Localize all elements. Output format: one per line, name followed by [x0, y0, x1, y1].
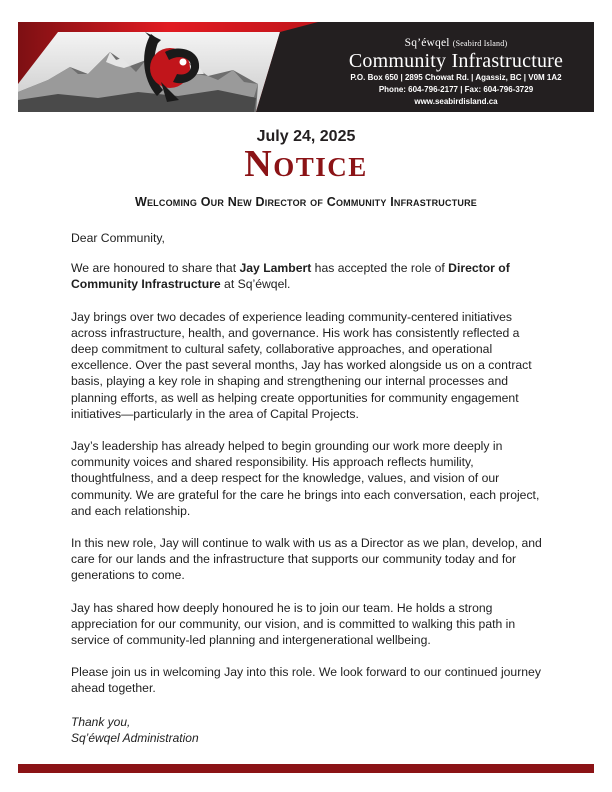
notice-heading: Notice — [244, 143, 368, 185]
paragraph-leadership: Jay’s leadership has already helped to begin grounding our work more deeply in community voices and shared responsibility. His approach reflects humility, thoughtfulness, and a deep respect for the knowledge, values, and vision of our community. We are grateful for the care he brings into each conversation, each project, and each relationship. — [71, 439, 540, 518]
website: www.seabirdisland.ca — [414, 97, 498, 106]
department-name: Community Infrastructure — [348, 50, 564, 72]
closing: Thank you, — [71, 715, 131, 729]
footer-bar — [18, 764, 594, 773]
nation-note: (Seabird Island) — [452, 39, 508, 48]
nation-name: Sq’éwqel (Seabird Island) — [404, 37, 508, 49]
letter-body — [71, 230, 549, 713]
notice-date: July 24, 2025 — [256, 128, 356, 145]
letterhead-banner — [18, 22, 594, 112]
paragraph-welcome: Please join us in welcoming Jay into this role. We look forward to our continued journey ahead together. — [71, 665, 541, 696]
director-role: Director of Community Infrastructure — [71, 261, 510, 292]
paragraph-experience: Jay brings over two decades of experience leading community-centered initiatives across infrastructure, health, and governance. His work has consistently reflected a deep commitment to cultural safety, collaborative approaches, and operational excellence. Over the past several months, Jay has worked alongside us on a contract basis, playing a key role in shaping and strengthening our internal processes and planning efforts, as well as helping create opportunities for community engagement initiatives—particularly in the area of Capital Projects. — [71, 309, 532, 421]
paragraph-announcement: We are honoured to share that Jay Lambert has accepted the role of Director of Community Infrastructure at Sq’éwqel. — [71, 261, 510, 292]
paragraph-commitment: Jay has shared how deeply honoured he is to join our team. He holds a strong appreciation for our community, our vision, and is committed to walking this path in service of community-led planning and intergenerational wellbeing. — [71, 600, 516, 648]
letterhead-text — [318, 22, 594, 112]
mailing-address: P.O. Box 650 | 2895 Chowat Rd. | Agassiz, BC | V0M 1A2 — [350, 73, 562, 82]
contact-numbers: Phone: 604-796-2177 | Fax: 604-796-3729 — [378, 85, 534, 94]
signer: Sq’éwqel Administration — [71, 731, 199, 745]
letterhead-artwork — [18, 22, 318, 112]
signoff — [71, 714, 199, 746]
director-name: Jay Lambert — [239, 261, 312, 276]
notice-subtitle: Welcoming Our New Director of Community Infrastructure — [134, 195, 478, 209]
greeting: Dear Community, — [71, 231, 165, 245]
paragraph-new-role: In this new role, Jay will continue to walk with us as a Director as we plan, develop, and care for our lands and the infrastructure that supports our community today and for generations to come. — [71, 536, 542, 583]
